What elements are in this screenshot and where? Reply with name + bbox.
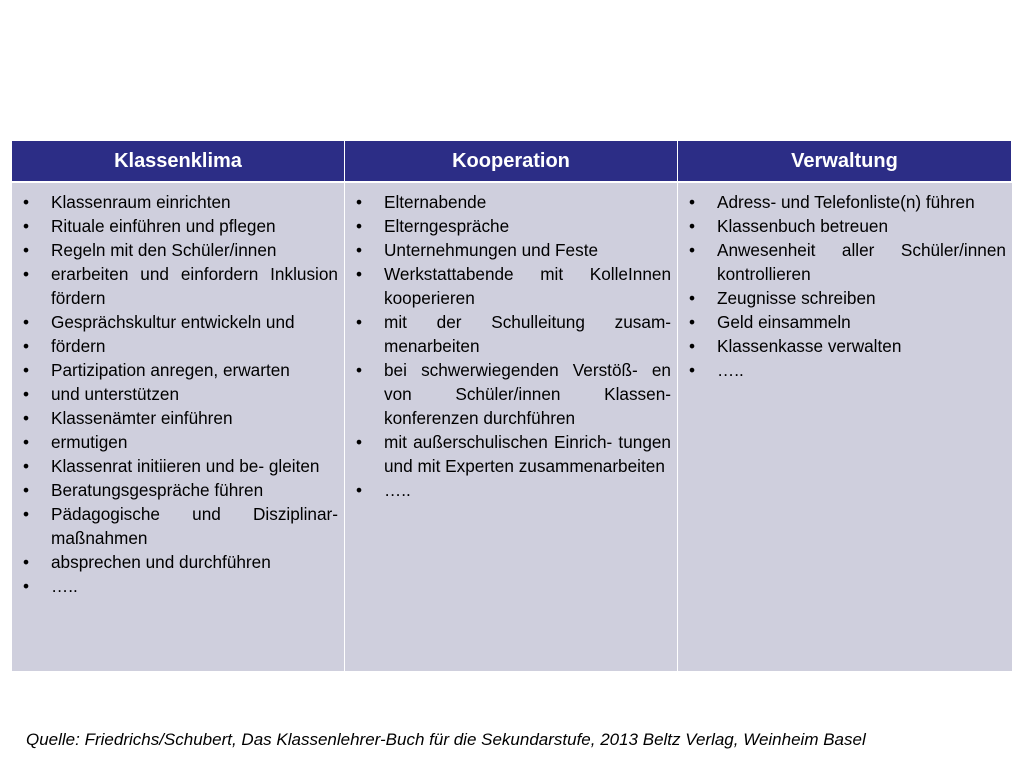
list-item: • Elternabende xyxy=(351,190,671,214)
column-kooperation xyxy=(345,181,678,671)
list-item: • Anwesenheit aller Schüler/innen kontrollieren xyxy=(684,238,1006,286)
list-item: • Pädagogische und Disziplinar- maßnahmen xyxy=(18,502,338,550)
list-item: • Klassenkasse verwalten xyxy=(684,334,1006,358)
list-item: • fördern xyxy=(18,334,338,358)
list-item: • ….. xyxy=(351,478,671,502)
list-item: • Unternehmungen und Feste xyxy=(351,238,671,262)
source-citation: Quelle: Friedrichs/Schubert, Das Klassenlehrer-Buch für die Sekundarstufe, 2013 Beltz Verlag, Weinheim Basel xyxy=(26,730,866,749)
list-item: • Klassenämter einführen xyxy=(18,406,338,430)
list-item: • mit außerschulischen Einrich- tungen und mit Experten zusammenarbeiten xyxy=(351,430,671,478)
list-item: • Klassenrat initiieren und be- gleiten xyxy=(18,454,338,478)
header-kooperation: Kooperation xyxy=(345,141,678,181)
list-item: • erarbeiten und einfordern Inklusion fördern xyxy=(18,262,338,310)
column-klassenklima xyxy=(12,181,345,671)
list-item: • absprechen und durchführen xyxy=(18,550,338,574)
list-item: • mit der Schulleitung zusam- menarbeiten xyxy=(351,310,671,358)
header-klassenklima: Klassenklima xyxy=(12,141,345,181)
list-item: • Adress- und Telefonliste(n) führen xyxy=(684,190,1006,214)
list-item: • bei schwerwiegenden Verstöß- en von Schüler/innen Klassen- konferenzen durchführen xyxy=(351,358,671,430)
list-item: • Rituale einführen und pflegen xyxy=(18,214,338,238)
list-item: • ….. xyxy=(18,574,338,598)
bullet-list xyxy=(351,190,671,502)
list-item: • Zeugnisse schreiben xyxy=(684,286,1006,310)
list-item: • Elterngespräche xyxy=(351,214,671,238)
header-verwaltung: Verwaltung xyxy=(678,141,1012,181)
column-verwaltung xyxy=(678,181,1012,671)
list-item: • Partizipation anregen, erwarten xyxy=(18,358,338,382)
bullet-list xyxy=(684,190,1006,382)
list-item: • Regeln mit den Schüler/innen xyxy=(18,238,338,262)
list-item: • und unterstützen xyxy=(18,382,338,406)
list-item: • Beratungsgespräche führen xyxy=(18,478,338,502)
list-item: • Gesprächskultur entwickeln und xyxy=(18,310,338,334)
list-item: • Werkstattabende mit KolleInnen kooperieren xyxy=(351,262,671,310)
task-table xyxy=(12,141,1012,671)
list-item: • ermutigen xyxy=(18,430,338,454)
list-item: • ….. xyxy=(684,358,1006,382)
bullet-list xyxy=(18,190,338,598)
list-item: • Geld einsammeln xyxy=(684,310,1006,334)
list-item: • Klassenbuch betreuen xyxy=(684,214,1006,238)
list-item: • Klassenraum einrichten xyxy=(18,190,338,214)
